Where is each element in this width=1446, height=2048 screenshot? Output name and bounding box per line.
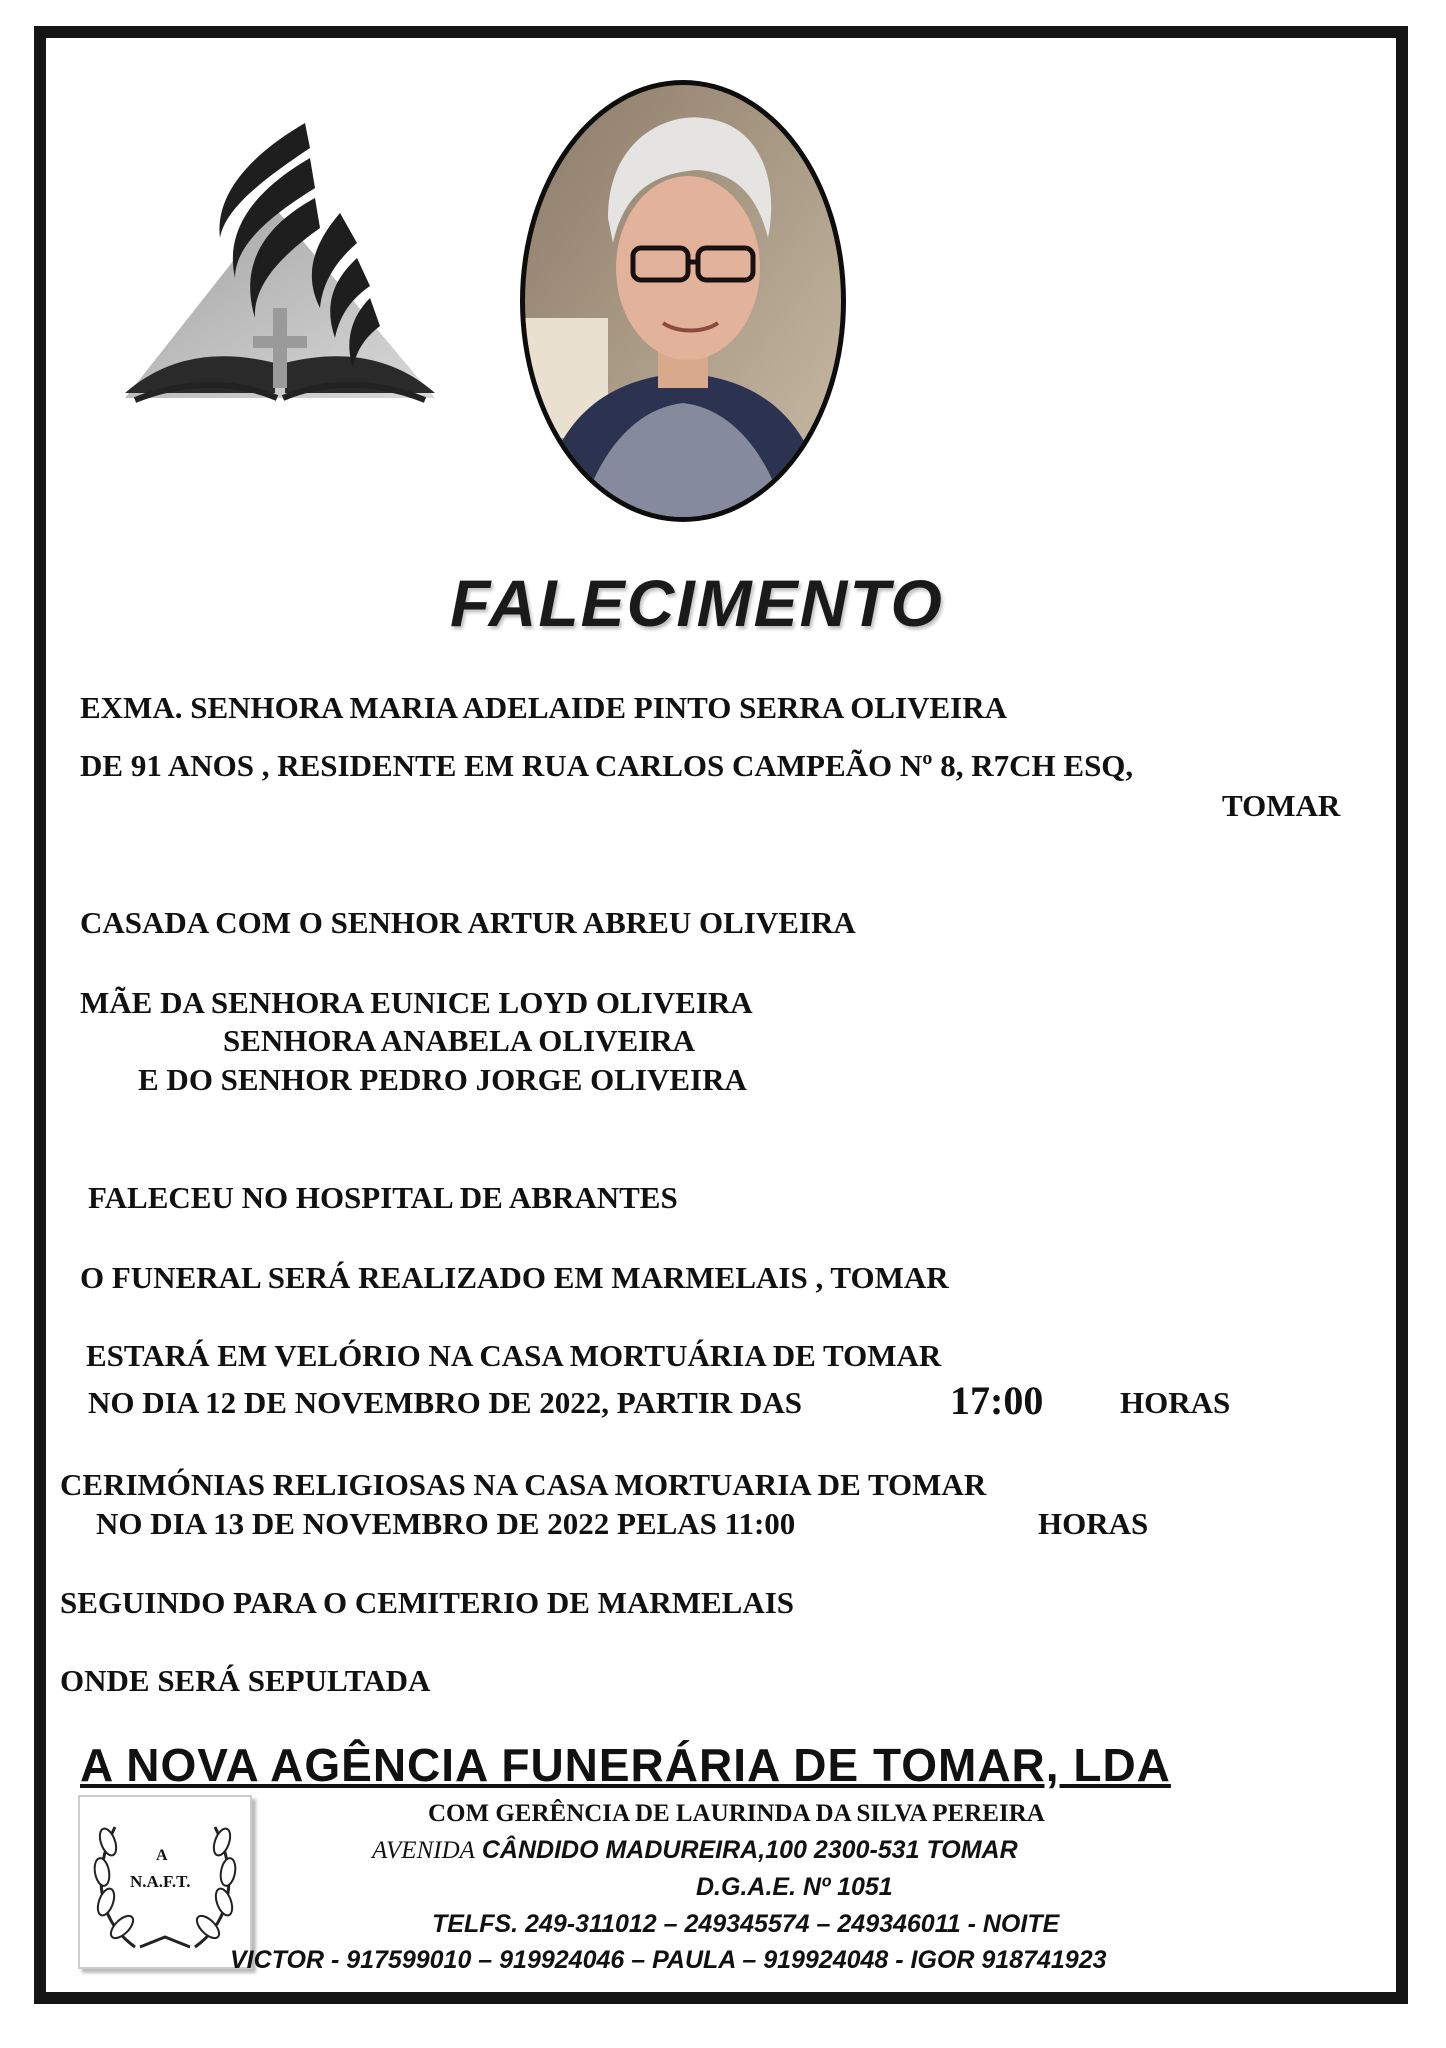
burial-line: ONDE SERÁ SEPULTADA (60, 1663, 431, 1698)
agency-phones: TELFS. 249-311012 – 249345574 – 249346011 - NOITE (432, 1910, 1060, 1938)
ceremony-line-1: CERIMÓNIAS RELIGIOSAS NA CASA MORTUARIA DE TOMAR (60, 1467, 987, 1502)
agency-name: A NOVA AGÊNCIA FUNERÁRIA DE TOMAR, LDA (80, 1739, 1171, 1791)
ceremony-hours: HORAS (1038, 1506, 1149, 1541)
wake-line-2: NO DIA 12 DE NOVEMBRO DE 2022, PARTIR DAS (88, 1385, 802, 1420)
wake-time: 17:00 (950, 1378, 1044, 1423)
funeral-line: O FUNERAL SERÁ REALIZADO EM MARMELAIS , TOMAR (80, 1260, 949, 1295)
children-line-3: E DO SENHOR PEDRO JORGE OLIVEIRA (138, 1062, 747, 1097)
deceased-age-residence: DE 91 ANOS , RESIDENTE EM RUA CARLOS CAMPEÃO Nº 8, R7CH ESQ, (80, 748, 1134, 783)
ceremony-line-2: NO DIA 13 DE NOVEMBRO DE 2022 PELAS 11:00 (96, 1506, 796, 1541)
wake-line-1: ESTARÁ EM VELÓRIO NA CASA MORTUÁRIA DE TOMAR (86, 1338, 942, 1373)
death-place-line: FALECEU NO HOSPITAL DE ABRANTES (88, 1180, 678, 1215)
logo-initials: N.A.F.T. (130, 1872, 191, 1891)
agency-address: CÂNDIDO MADUREIRA,100 2300-531 TOMAR (481, 1836, 1018, 1864)
cemetery-line: SEGUINDO PARA O CEMITERIO DE MARMELAIS (60, 1585, 795, 1620)
agency-logo (78, 1795, 252, 1969)
agency-management: COM GERÊNCIA DE LAURINDA DA SILVA PEREIRA (428, 1800, 1045, 1827)
address-prefix: AVENIDA (372, 1837, 475, 1864)
children-line-1: MÃE DA SENHORA EUNICE LOYD OLIVEIRA (80, 985, 753, 1020)
deceased-portrait (518, 78, 848, 524)
agency-night-contacts: VICTOR - 917599010 – 919924046 – PAULA – 919924048 - IGOR 918741923 (230, 1946, 1107, 1974)
spouse-line: CASADA COM O SENHOR ARTUR ABREU OLIVEIRA (80, 905, 856, 940)
logo-letter: A (156, 1847, 168, 1864)
deceased-city: TOMAR (1222, 788, 1341, 823)
page-title: FALECIMENTO (450, 566, 944, 640)
children-line-2: SENHORA ANABELA OLIVEIRA (223, 1023, 696, 1058)
church-emblem-icon (125, 118, 435, 408)
wake-hours: HORAS (1120, 1385, 1231, 1420)
agency-dgae: D.G.A.E. Nº 1051 (696, 1873, 893, 1901)
deceased-name-line: EXMA. SENHORA MARIA ADELAIDE PINTO SERRA OLIVEIRA (80, 690, 1008, 725)
